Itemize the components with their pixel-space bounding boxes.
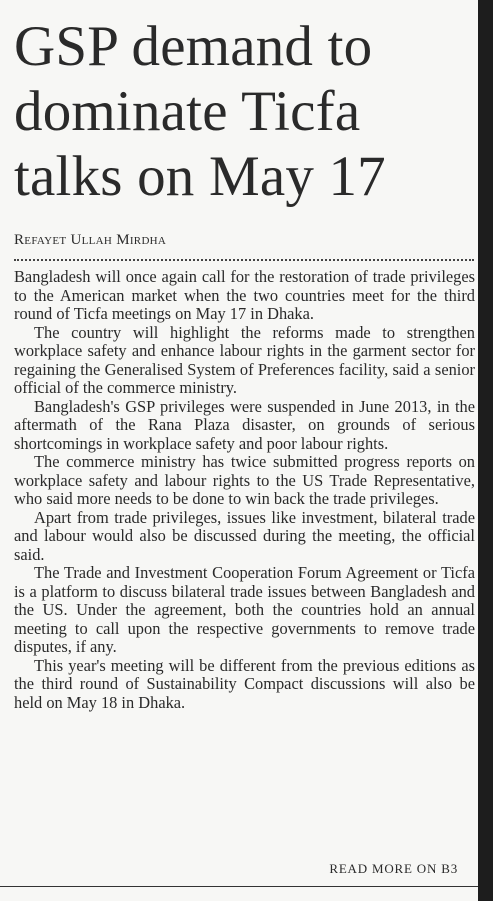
- bottom-rule: [0, 886, 478, 887]
- article-paragraph-2: The country will highlight the reforms made to strengthen workplace safety and enhance labour rights in the garment sector for regaining the Generalised System of Preferences facility, said a senior official of the commerce ministry.: [14, 322, 475, 397]
- article-paragraph-7: This year's meeting will be different from the previous editions as the third round of Sustainability Compact discussions will also be held on May 18 in Dhaka.: [14, 655, 475, 712]
- page-edge-bar: [478, 0, 493, 901]
- article-paragraph-4: The commerce ministry has twice submitted progress reports on workplace safety and labour rights to the US Trade Representative, who said more needs to be done to win back the trade privileges.: [14, 452, 475, 508]
- article-paragraph-6: The Trade and Investment Cooperation Forum Agreement or Ticfa is a platform to discuss bilateral trade issues between Bangladesh and the US. Under the agreement, both the countries hold an annual meeting to call upon the respective governments to remove trade disputes, if any.: [14, 563, 475, 656]
- article-paragraph-1: Bangladesh will once again call for the restoration of trade privileges to the American market when the two countries meet for the third round of Ticfa meetings on May 17 in Dhaka.: [14, 267, 475, 323]
- article-paragraph-3: Bangladesh's GSP privileges were suspended in June 2013, in the aftermath of the Rana Plaza disaster, on grounds of serious shortcomings in workplace safety and poor labour rights.: [14, 396, 475, 453]
- article-byline: Refayet Ullah Mirdha: [14, 232, 167, 248]
- article-body: [14, 268, 475, 712]
- dotted-divider: [14, 259, 474, 261]
- article-paragraph-5: Apart from trade privileges, issues like investment, bilateral trade and labour would also be discussed during the meeting, the official said.: [14, 507, 475, 564]
- article-headline: GSP demand to dominate Ticfa talks on May 17: [14, 15, 386, 208]
- read-more-jump-line: READ MORE ON B3: [329, 861, 458, 876]
